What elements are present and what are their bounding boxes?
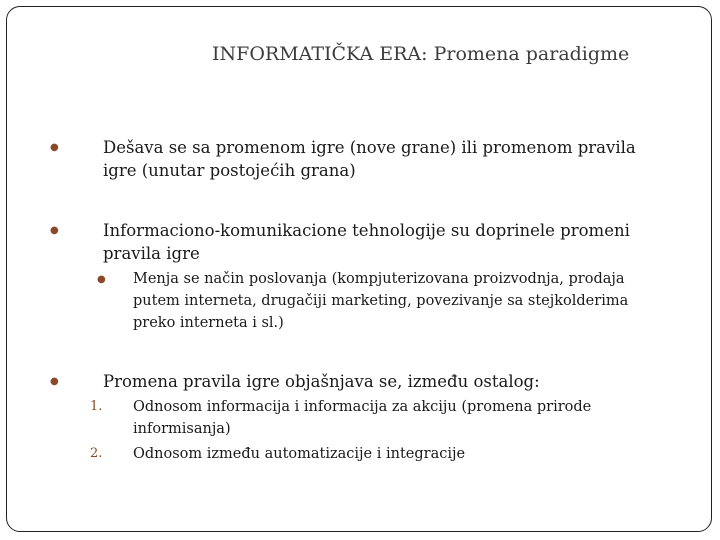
sub-bullet-line-1: Menja se način poslovanja (kompjuterizovana proizvodnja, prodaja xyxy=(133,271,625,287)
sub-bullet-icon: ● xyxy=(97,274,106,285)
slide-title: INFORMATIČKA ERA: Promena paradigme xyxy=(212,43,630,65)
sub-bullet-line-3: preko interneta i sl.) xyxy=(133,315,284,331)
bullet-icon: ● xyxy=(50,142,59,153)
bullet-3-line-1: Promena pravila igre objašnjava se, između ostalog: xyxy=(103,372,540,391)
numbered-item-2-number: 2. xyxy=(90,446,103,461)
sub-bullet-line-2: putem interneta, drugačiji marketing, povezivanje sa stejkolderima xyxy=(133,293,629,309)
numbered-item-1-number: 1. xyxy=(90,399,103,414)
bullet-2-line-2: pravila igre xyxy=(103,244,200,263)
bullet-2-line-1: Informaciono-komunikacione tehnologije su doprinele promeni xyxy=(103,221,630,240)
numbered-item-1-line-2: informisanja) xyxy=(133,421,231,437)
bullet-1-line-2: igre (unutar postojećih grana) xyxy=(103,161,356,180)
bullet-icon: ● xyxy=(50,225,59,236)
numbered-item-1-line-1: Odnosom informacija i informacija za akciju (promena prirode xyxy=(133,399,592,415)
bullet-icon: ● xyxy=(50,376,59,387)
bullet-1-line-1: Dešava se sa promenom igre (nove grane) ili promenom pravila xyxy=(103,138,636,157)
numbered-item-2-line-1: Odnosom između automatizacije i integracije xyxy=(133,446,466,462)
